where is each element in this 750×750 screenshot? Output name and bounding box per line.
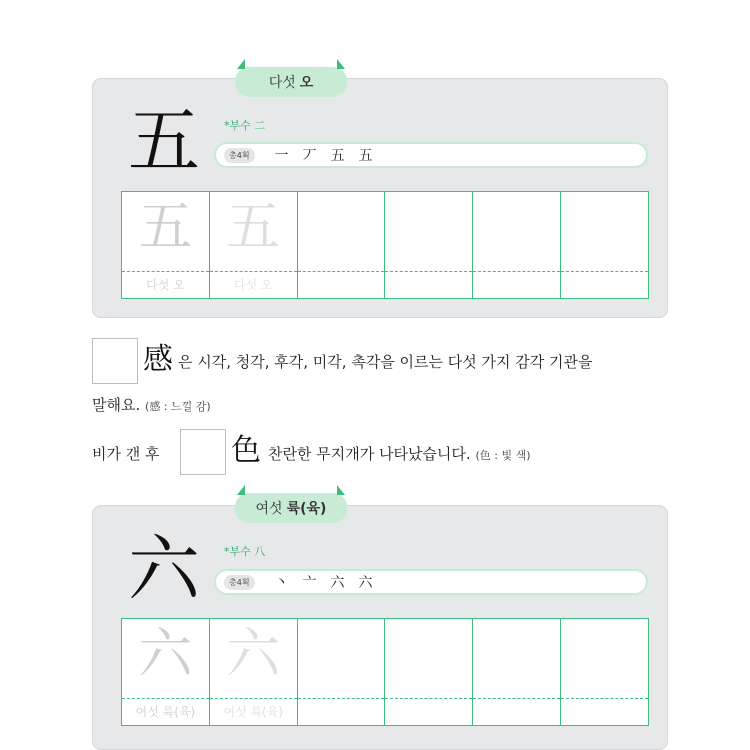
trace-character: 六 bbox=[226, 622, 281, 685]
writing-grid bbox=[121, 191, 649, 299]
writing-cell[interactable] bbox=[385, 619, 473, 725]
trace-cell[interactable] bbox=[210, 192, 298, 298]
trace-label: 다섯 오 bbox=[233, 278, 273, 292]
tab-sound: 륙(육) bbox=[286, 501, 327, 517]
stroke-count-badge: 총4획 bbox=[224, 575, 255, 590]
writing-cell[interactable] bbox=[298, 192, 386, 298]
writing-cell[interactable] bbox=[473, 619, 561, 725]
guide-line bbox=[561, 698, 648, 699]
guide-line bbox=[385, 698, 472, 699]
question-hint: (色 : 빛 색) bbox=[475, 449, 531, 462]
guide-line bbox=[473, 698, 560, 699]
question-text-continued bbox=[92, 394, 211, 415]
stroke-step: 丶 bbox=[274, 575, 289, 591]
stroke-step: 六 bbox=[330, 575, 345, 591]
writing-cell[interactable] bbox=[473, 192, 561, 298]
guide-line bbox=[122, 698, 209, 699]
main-character-five: 五 bbox=[128, 99, 201, 183]
stroke-order-bar bbox=[214, 142, 648, 168]
guide-line bbox=[210, 698, 297, 699]
question-character: 色 bbox=[231, 433, 261, 468]
writing-cell[interactable] bbox=[561, 192, 648, 298]
stroke-step: 一 bbox=[274, 148, 289, 164]
writing-cell[interactable] bbox=[561, 619, 648, 725]
tab-sound: 오 bbox=[299, 75, 314, 91]
guide-line bbox=[561, 271, 648, 272]
writing-cell[interactable] bbox=[298, 619, 386, 725]
tab-reading: 여섯 bbox=[255, 501, 283, 517]
guide-line bbox=[298, 698, 385, 699]
trace-label: 여섯 륙(육) bbox=[135, 705, 196, 719]
trace-character: 六 bbox=[138, 622, 193, 685]
stroke-step: 六 bbox=[358, 575, 373, 591]
stroke-sequence bbox=[275, 572, 387, 592]
tab-six-label bbox=[235, 493, 347, 523]
writing-cell[interactable] bbox=[385, 192, 473, 298]
question-text bbox=[268, 443, 531, 464]
guide-line bbox=[122, 271, 209, 272]
trace-cell[interactable] bbox=[122, 619, 210, 725]
radical-label: *부수 二 bbox=[224, 119, 266, 132]
stroke-step: 五 bbox=[358, 148, 373, 164]
question-text: 은 시각, 청각, 후각, 미각, 촉각을 이르는 다섯 가지 감각 기관을 bbox=[178, 353, 593, 371]
trace-cell[interactable] bbox=[210, 619, 298, 725]
stroke-step: 五 bbox=[330, 148, 345, 164]
guide-line bbox=[385, 271, 472, 272]
trace-character: 五 bbox=[138, 195, 193, 258]
guide-line bbox=[473, 271, 560, 272]
trace-cell[interactable] bbox=[122, 192, 210, 298]
tab-reading: 다섯 bbox=[268, 75, 296, 91]
guide-line bbox=[298, 271, 385, 272]
answer-box[interactable] bbox=[180, 429, 226, 475]
stroke-count-badge: 총4획 bbox=[224, 148, 255, 163]
question-text-line2: 말해요. bbox=[92, 396, 141, 414]
trace-character: 五 bbox=[226, 195, 281, 258]
question-hint: (感 : 느낄 감) bbox=[145, 400, 211, 413]
answer-box[interactable] bbox=[92, 338, 138, 384]
guide-line bbox=[210, 271, 297, 272]
trace-label: 다섯 오 bbox=[146, 278, 185, 292]
tab-five-label bbox=[235, 67, 347, 97]
writing-grid bbox=[121, 618, 649, 726]
main-character-six: 六 bbox=[128, 527, 201, 611]
radical-label: *부수 八 bbox=[224, 545, 266, 558]
question-text-main: 찬란한 무지개가 나타났습니다. bbox=[268, 445, 471, 463]
stroke-sequence bbox=[275, 145, 387, 165]
stroke-step: 丆 bbox=[302, 148, 317, 164]
trace-label: 여섯 륙(육) bbox=[223, 705, 284, 719]
stroke-step: 亠 bbox=[302, 575, 317, 591]
question-prefix: 비가 갠 후 bbox=[92, 445, 160, 463]
stroke-order-bar bbox=[214, 569, 648, 595]
question-character: 感 bbox=[143, 342, 173, 377]
